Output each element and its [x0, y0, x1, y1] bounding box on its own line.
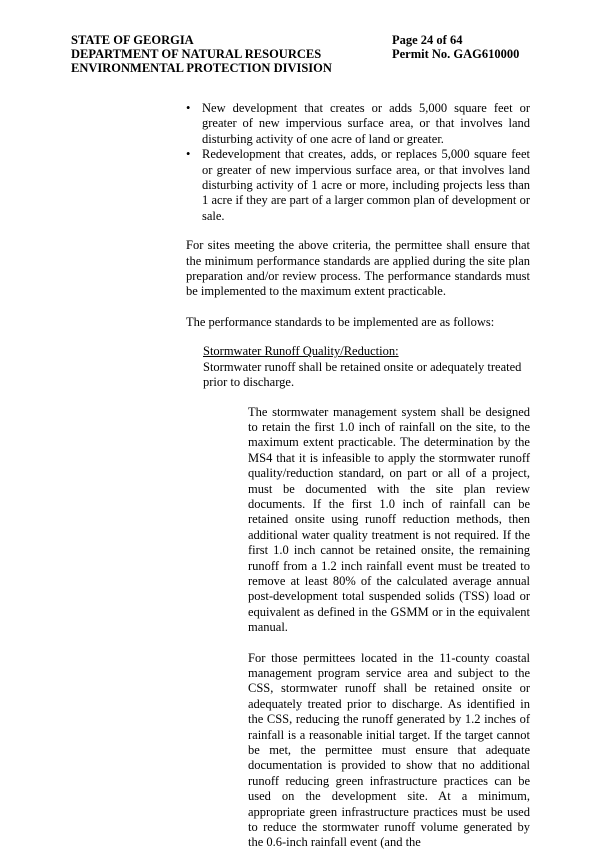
criteria-paragraph: For sites meeting the above criteria, the permittee shall ensure that the minimum performance standards are applied during the site plan preparation and/or review process. The performance standards must be implemented to the maximum extent practicable. [186, 238, 530, 299]
header-state: STATE OF GEORGIA [71, 33, 194, 47]
page-header [71, 33, 531, 75]
header-permit-number: Permit No. GAG610000 [392, 47, 520, 61]
header-page-number: Page 24 of 64 [392, 33, 463, 47]
stormwater-section [186, 344, 530, 851]
standards-intro-paragraph: The performance standards to be implemented are as follows: [186, 314, 495, 329]
header-division: ENVIRONMENTAL PROTECTION DIVISION [71, 61, 332, 75]
header-row-1 [71, 33, 531, 47]
criteria-bullet-list [186, 101, 530, 224]
header-department: DEPARTMENT OF NATURAL RESOURCES [71, 47, 322, 61]
section-title: Stormwater Runoff Quality/Reduction: [203, 344, 399, 359]
retention-paragraph: The stormwater management system shall be designed to retain the first 1.0 inch of rainfall on the site, to the maximum extent practicable. The determination by the MS4 that it is infeasible to apply the stormwater runoff quality/reduction standard, on part or all of a project, must be documented with the site plan review documents. If the first 1.0 inch of rainfall can be retained onsite using runoff reduction methods, then additional water quality treatment is not required. If the first 1.0 inch cannot be retained onsite, the remaining runoff from a 1.2 inch rainfall event must be treated to remove at least 80% of the calculated average annual post-development total suspended solids (TSS) load or equivalent as defined in the GSMM or in the equivalent manual. [248, 404, 530, 635]
section-detail [203, 405, 530, 851]
section-intro: Stormwater runoff shall be retained onsite or adequately treated prior to discharge. [203, 359, 522, 390]
bullet-item-redevelopment: • Redevelopment that creates, adds, or replaces 5,000 square feet or greater of new impervious surface area, or that involves land disturbing activity of 1 acre or more, including projects less than 1 acre if they are part of a larger common plan of development or sale. [186, 147, 530, 224]
header-row-2 [71, 47, 531, 61]
coastal-paragraph: For those permittees located in the 11-county coastal management program service area and subject to the CSS, stormwater runoff shall be retained onsite or adequately treated prior to discharge. As identified in the CSS, reducing the runoff generated by 1.2 inches of rainfall is a reasonable initial target. If the target cannot be met, the permittee must ensure that adequate documentation is provided to show that no additional runoff reducing green infrastructure practices can be used on the development site. At a minimum, appropriate green infrastructure practices must be used to reduce the stormwater runoff volume generated by the 0.6-inch rainfall event (and the [248, 650, 530, 850]
bullet-item-new-development: • New development that creates or adds 5,000 square feet or greater of new impervious surface area, or that involves land disturbing activity of one acre of land or greater. [186, 101, 530, 147]
document-body [186, 101, 530, 851]
